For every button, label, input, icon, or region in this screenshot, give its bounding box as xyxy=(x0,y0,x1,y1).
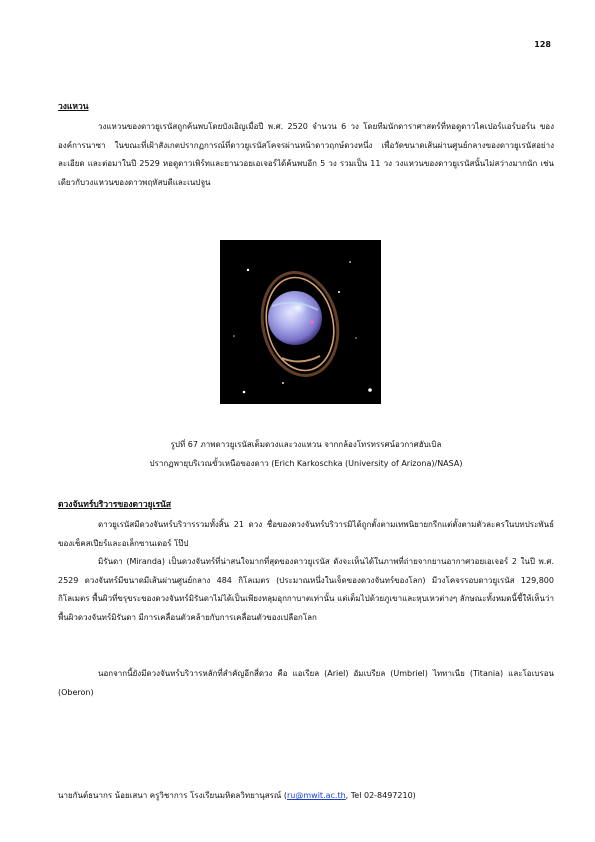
rings-paragraph: วงแหวนของดาวยูเรนัสถูกค้นพบโดยบังเอิญเมื่อปี พ.ศ. 2520 จำนวน 6 วง โดยทีมนักดาราศาสตร์ที่หอดูดาวไคเปอร์แอร์บอร์น ขององค์การนาซา ในขณะที่เฝ้าสังเกตปรากฏการณ์ที่ดาวยูเรนัสโคจรผ่านหน้าดาวฤกษ์ดวงหนึ่ง เพื่อวัดขนาดเส้นผ่านศูนย์กลางของดาวยูเรนัสอย่างละเอียด และต่อมาในปี 2529 หอดูดาวเพิร์ทและยานวอยเอเจอร์ได้ค้นพบอีก 5 วง รวมเป็น 11 วง วงแหวนของดาวยูเรนัสนั้นไม่สว่างมากนัก เช่นเดียวกับวงแหวนของดาวพฤหัสบดีและเนปจูน xyxy=(58,122,554,187)
moons-paragraph-3: นอกจากนี้ยังมีดวงจันทร์บริวารหลักที่สำคัญอีกสี่ดวง คือ แอเรียล (Ariel) อัมเบรียล (Umbriel) ไททาเนีย (Titania) และโอเบรอน (Oberon) xyxy=(58,669,554,697)
moons-paragraph-2: มิรันดา (Miranda) เป็นดวงจันทร์ที่น่าสนใจมากที่สุดของดาวยูเรนัส ดังจะเห็นได้ในภาพที่ถ่ายจากยานอากาศวอยเอเจอร์ 2 ในปี พ.ศ. 2529 ดวงจันทร์มีขนาดมีเส้นผ่านศูนย์กลาง 484 กิโลเมตร (ประมาณหนึ่งในเจ็ดของดวงจันทร์ของโลก) มีวงโคจรรอบดาวยูเรนัส 129,800 กิโลเมตร พื้นผิวที่ขรุขระของดวงจันทร์มิรันดาไม่ได้เป็นเพียงหลุมอุกกาบาตเท่านั้น แต่เต็มไปด้วยภูเขาและหุบเหวต่างๆ ลักษณะทั้งหมดนี้ชี้ให้เห็นว่าพื้นผิวดวงจันทร์มิรันดา มีการเคลื่อนตัวคล้ายกับการเคลื่อนตัวของเปลือกโลก xyxy=(58,557,554,622)
uranus-rings-illustration xyxy=(220,240,381,404)
footer xyxy=(58,789,416,802)
footer-email-link[interactable]: ru@mwit.ac.th xyxy=(287,791,346,800)
page-number: 128 xyxy=(534,40,551,49)
uranus-image xyxy=(220,240,381,404)
moons-heading: ดวงจันทร์บริวารของดาวยูเรนัส xyxy=(58,500,172,510)
figure-caption-line1: รูปที่ 67 ภาพดาวยูเรนัสเต็มดวงและวงแหวน จากกล้องโทรทรรศน์อวกาศฮับเบิล xyxy=(170,440,442,449)
footer-author: นายกันต์ธนากร น้อยเสนา ครูวิชาการ โรงเรียนมหิดลวิทยานุสรณ์ ( xyxy=(58,791,288,800)
footer-phone: , Tel 02-8497210) xyxy=(345,791,416,800)
moons-paragraph-1: ดาวยูเรนัสมีดวงจันทร์บริวารรวมทั้งสิ้น 21 ดวง ชื่อของดวงจันทร์บริวารมิได้ถูกตั้งตามเทพนิยายกรีกแต่ตั้งตามตัวละครในบทประพันธ์ของเช็คสเปียร์และอเล็กซานเดอร์ โป๊ป xyxy=(58,520,554,548)
rings-heading: วงแหวน xyxy=(58,102,89,112)
figure-caption-line2: ปรากฏพายุบริเวณขั้วเหนือของดาว (Erich Karkoschka (University of Arizona)/NASA) xyxy=(149,459,463,468)
